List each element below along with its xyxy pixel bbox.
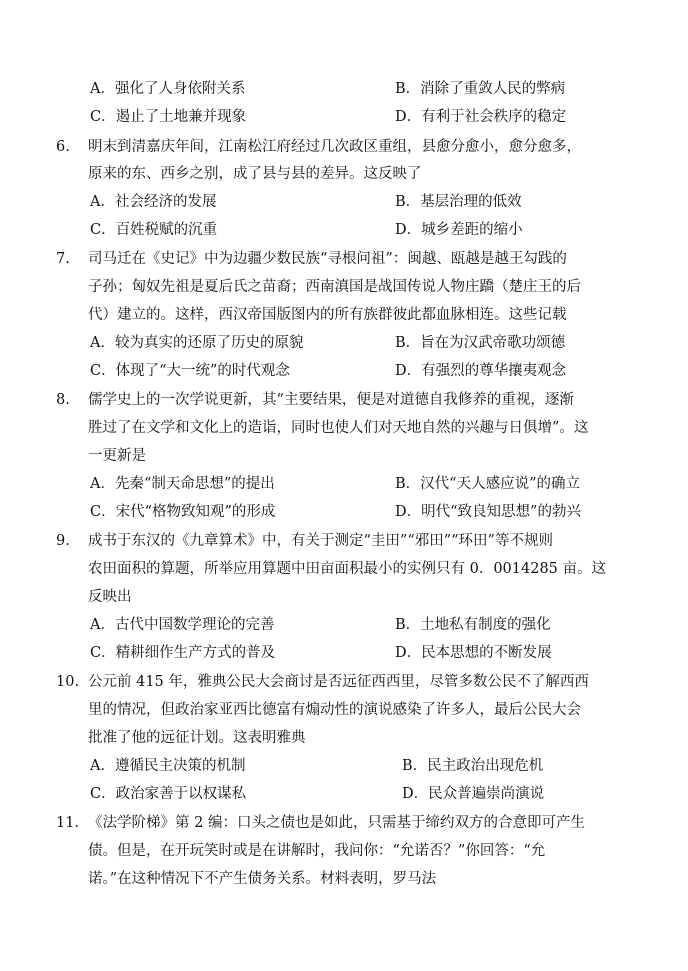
q9-option-a[interactable]: A．古代中国数学理论的完善 xyxy=(90,617,275,633)
q7-option-b[interactable]: B．旨在为汉武帝歌功颂德 xyxy=(395,335,566,351)
q8-option-a[interactable]: A．先秦“制天命思想”的提出 xyxy=(90,476,275,492)
q6-option-a[interactable]: A．社会经济的发展 xyxy=(90,194,217,210)
q5-option-a[interactable]: A．强化了人身依附关系 xyxy=(90,81,246,97)
q6-option-c[interactable]: C．百姓税赋的沉重 xyxy=(90,222,218,238)
q9-stem-line-3: 反映出 xyxy=(88,589,132,605)
q8-stem-line-3: 一更新是 xyxy=(88,448,146,464)
q10-option-b[interactable]: B．民主政治出现危机 xyxy=(402,758,544,774)
q11-stem-line-2: 债。但是，在开玩笑时或是在讲解时，我问你：“允诺否？”你回答：“允 xyxy=(88,843,546,859)
q10-number: 10. xyxy=(56,674,80,690)
q7-stem-line-1: 司马迁在《史记》中为边疆少数民族“寻根问祖”：闽越、瓯越是越王勾践的 xyxy=(88,251,567,267)
q9-number: 9. xyxy=(56,533,70,549)
q10-option-c[interactable]: C．政治家善于以权谋私 xyxy=(90,786,247,802)
q9-stem-line-1: 成书于东汉的《九章算术》中，有关于测定“圭田”“邪田”“环田”等不规则 xyxy=(88,533,553,549)
q10-stem-line-1: 公元前 415 年，雅典公民大会商讨是否远征西西里，尽管多数公民不了解西西 xyxy=(88,674,589,690)
q8-option-b[interactable]: B．汉代“天人感应说”的确立 xyxy=(395,476,580,492)
q5-option-b[interactable]: B．消除了重敛人民的弊病 xyxy=(395,81,566,97)
q6-stem-line-2: 原来的东、西乡之别，成了县与县的差异。这反映了 xyxy=(88,166,422,182)
q7-number: 7. xyxy=(56,251,70,267)
q8-option-c[interactable]: C．宋代“格物致知观”的形成 xyxy=(90,504,276,520)
q9-option-c[interactable]: C．精耕细作生产方式的普及 xyxy=(90,645,276,661)
q10-stem-line-2: 里的情况，但政治家亚西比德富有煽动性的演说感染了许多人，最后公民大会 xyxy=(88,702,581,718)
q7-option-c[interactable]: C．体现了“大一统”的时代观念 xyxy=(90,363,290,379)
q11-stem-line-3: 诺。”在这种情况下不产生债务关系。材料表明，罗马法 xyxy=(88,871,437,887)
q6-stem-line-1: 明末到清嘉庆年间，江南松江府经过几次政区重组，县愈分愈小，愈分愈多， xyxy=(88,139,581,155)
q9-stem-line-2: 农田面积的算题，所举应用算题中田亩面积最小的实例只有 0．0014285 亩。这 xyxy=(88,561,607,577)
q7-option-a[interactable]: A．较为真实的还原了历史的原貌 xyxy=(90,335,304,351)
q7-option-d[interactable]: D．有强烈的尊华攘夷观念 xyxy=(395,363,567,379)
q10-option-d[interactable]: D．民众普遍崇尚演说 xyxy=(402,786,545,802)
q6-option-d[interactable]: D．城乡差距的缩小 xyxy=(395,222,523,238)
q10-option-a[interactable]: A．遵循民主决策的机制 xyxy=(90,758,246,774)
q5-option-d[interactable]: D．有利于社会秩序的稳定 xyxy=(395,109,567,125)
q8-number: 8. xyxy=(56,392,70,408)
q7-stem-line-2: 子孙；匈奴先祖是夏后氏之苗裔；西南滇国是战国传说人物庄蹻（楚庄王的后 xyxy=(88,279,581,295)
q10-stem-line-3: 批准了他的远征计划。这表明雅典 xyxy=(88,730,306,746)
q11-stem-line-1: 《法学阶梯》第 2 编：口头之债也是如此，只需基于缔约双方的合意即可产生 xyxy=(88,815,585,831)
q6-number: 6. xyxy=(56,139,70,155)
q8-stem-line-2: 胜过了在文学和文化上的造诣，同时也使人们对天地自然的兴趣与日俱增”。这 xyxy=(88,420,589,436)
q5-option-c[interactable]: C．遏止了土地兼并现象 xyxy=(90,109,247,125)
q9-option-d[interactable]: D．民本思想的不断发展 xyxy=(395,645,552,661)
q7-stem-line-3: 代）建立的。这样，西汉帝国版图内的所有族群彼此都血脉相连。这些记载 xyxy=(88,307,567,323)
q11-number: 11. xyxy=(56,815,80,831)
q6-option-b[interactable]: B．基层治理的低效 xyxy=(395,194,522,210)
q9-option-b[interactable]: B．土地私有制度的强化 xyxy=(395,617,551,633)
q8-option-d[interactable]: D．明代“致良知思想”的勃兴 xyxy=(395,504,581,520)
q8-stem-line-1: 儒学史上的一次学说更新，其“主要结果，便是对道德自我修养的重视，逐渐 xyxy=(88,392,574,408)
